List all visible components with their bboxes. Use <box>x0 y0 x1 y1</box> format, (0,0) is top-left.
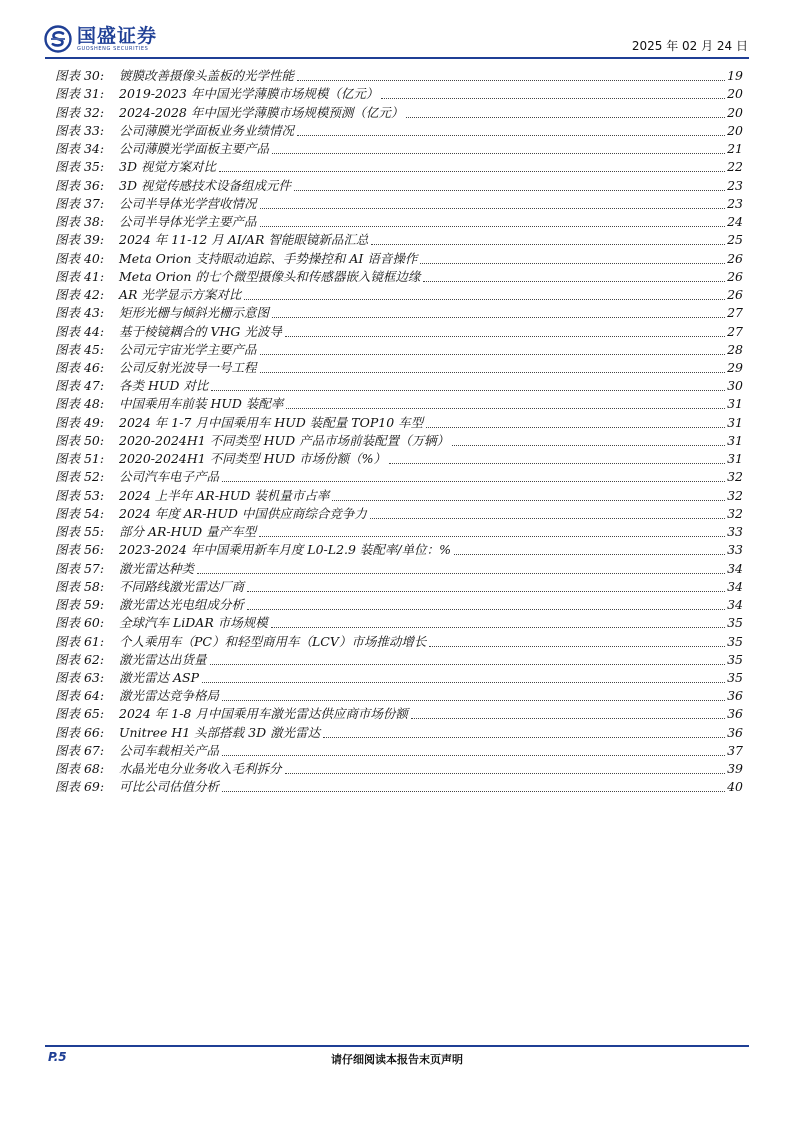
toc-entry[interactable] <box>55 377 743 395</box>
toc-entry-label: 图表 53: <box>55 487 105 503</box>
toc-entry-title: 全球汽车 LiDAR 市场规模 <box>119 615 268 631</box>
toc-dot-leader <box>244 299 725 300</box>
toc-entry-label: 图表 42: <box>55 287 105 303</box>
toc-entry-title: 2024 上半年 AR-HUD 装机量市占率 <box>119 487 330 503</box>
toc-entry-page: 23 <box>727 195 743 211</box>
toc-entry[interactable] <box>55 395 743 413</box>
toc-entry-page: 35 <box>727 615 743 631</box>
toc-dot-leader <box>202 682 725 683</box>
toc-entry-page: 28 <box>727 341 743 357</box>
toc-entry-title: 激光雷达竞争格局 <box>119 688 220 704</box>
toc-entry-page: 30 <box>727 378 743 394</box>
toc-entry-page: 27 <box>727 323 743 339</box>
toc-entry-title: 3D 视觉方案对比 <box>119 159 216 175</box>
toc-entry-page: 33 <box>727 542 743 558</box>
toc-entry-title: 镀膜改善摄像头盖板的光学性能 <box>119 68 295 84</box>
toc-dot-leader <box>297 80 725 81</box>
toc-entry-label: 图表 64: <box>55 688 105 704</box>
toc-entry-title: 2024 年度 AR-HUD 中国供应商综合竞争力 <box>119 505 367 521</box>
toc-entry-page: 20 <box>727 122 743 138</box>
toc-entry[interactable] <box>55 195 743 213</box>
toc-dot-leader <box>210 664 726 665</box>
toc-entry-title: 各类 HUD 对比 <box>119 378 209 394</box>
toc-entry-title: 激光雷达 ASP <box>119 669 199 685</box>
toc-entry[interactable] <box>55 341 743 359</box>
toc-entry-page: 31 <box>727 414 743 430</box>
toc-dot-leader <box>211 390 725 391</box>
brand-subtitle: GUOSHENG SECURITIES <box>77 45 149 52</box>
toc-entry-title: 个人乘用车（PC）和轻型商用车（LCV）市场推动增长 <box>119 633 427 649</box>
toc-entry-title: Meta Orion 的七个微型摄像头和传感器嵌入镜框边缘 <box>119 268 421 284</box>
toc-entry-title: 2023-2024 年中国乘用新车月度 L0-L2.9 装配率/单位：% <box>119 542 452 558</box>
toc-entry-title: 可比公司估值分析 <box>119 779 220 795</box>
toc-entry-page: 31 <box>727 432 743 448</box>
toc-entry-label: 图表 40: <box>55 250 105 266</box>
toc-entry-title: 不同路线激光雷达厂商 <box>119 578 245 594</box>
toc-dot-leader <box>260 372 726 373</box>
toc-entry-title: 2024 年 11-12 月 AI/AR 智能眼镜新品汇总 <box>119 232 369 248</box>
toc-dot-leader <box>423 281 725 282</box>
toc-entry[interactable] <box>55 651 743 669</box>
toc-dot-leader <box>219 171 725 172</box>
toc-entry[interactable] <box>55 268 743 286</box>
toc-dot-leader <box>426 427 725 428</box>
brand-text <box>77 26 157 53</box>
toc-entry-label: 图表 56: <box>55 542 105 558</box>
toc-entry-page: 20 <box>727 86 743 102</box>
toc-entry-label: 图表 35: <box>55 159 105 175</box>
toc-entry-label: 图表 37: <box>55 195 105 211</box>
toc-entry-label: 图表 49: <box>55 414 105 430</box>
toc-dot-leader <box>389 463 725 464</box>
toc-entry-title: 矩形光栅与倾斜光栅示意图 <box>119 305 270 321</box>
toc-dot-leader <box>323 737 725 738</box>
toc-entry[interactable] <box>55 596 743 614</box>
toc-dot-leader <box>406 117 725 118</box>
toc-dot-leader <box>286 408 725 409</box>
toc-entry-label: 图表 46: <box>55 359 105 375</box>
toc-entry-page: 39 <box>727 761 743 777</box>
toc-entry-page: 37 <box>727 742 743 758</box>
toc-entry-page: 32 <box>727 487 743 503</box>
toc-dot-leader <box>222 481 725 482</box>
header-divider <box>45 57 749 59</box>
toc-entry-page: 33 <box>727 524 743 540</box>
toc-entry-label: 图表 50: <box>55 432 105 448</box>
toc-dot-leader <box>222 755 725 756</box>
toc-entry-page: 26 <box>727 250 743 266</box>
toc-entry-label: 图表 44: <box>55 323 105 339</box>
toc-entry-page: 19 <box>727 68 743 84</box>
toc-entry-page: 32 <box>727 469 743 485</box>
brand-logo <box>44 24 157 54</box>
toc-entry-page: 27 <box>727 305 743 321</box>
toc-entry[interactable] <box>55 231 743 249</box>
toc-entry[interactable] <box>55 669 743 687</box>
toc-entry-title: 2020-2024H1 不同类型 HUD 市场份额（%） <box>119 451 386 467</box>
toc-dot-leader <box>259 536 725 537</box>
toc-entry-title: 2024 年 1-7 月中国乘用车 HUD 装配量 TOP10 车型 <box>119 414 424 430</box>
toc-entry-label: 图表 32: <box>55 104 105 120</box>
toc-dot-leader <box>411 718 725 719</box>
toc-entry-label: 图表 61: <box>55 633 105 649</box>
toc-entry-page: 34 <box>727 597 743 613</box>
toc-entry-title: 激光雷达种类 <box>119 560 195 576</box>
toc-entry-page: 36 <box>727 688 743 704</box>
toc-dot-leader <box>260 354 726 355</box>
toc-entry-label: 图表 55: <box>55 524 105 540</box>
toc-dot-leader <box>197 573 725 574</box>
toc-entry[interactable] <box>55 468 743 486</box>
toc-entry-label: 图表 39: <box>55 232 105 248</box>
toc-entry-page: 23 <box>727 177 743 193</box>
toc-entry-title: 基于棱镜耦合的 VHG 光波导 <box>119 323 282 339</box>
toc-entry-page: 25 <box>727 232 743 248</box>
report-date: 2025 年 02 月 24 日 <box>631 39 748 53</box>
toc-entry[interactable] <box>55 432 743 450</box>
toc-entry-label: 图表 38: <box>55 214 105 230</box>
toc-entry[interactable] <box>55 176 743 194</box>
toc-dot-leader <box>222 700 725 701</box>
toc-entry-label: 图表 69: <box>55 779 105 795</box>
toc-dot-leader <box>381 98 725 99</box>
toc-entry-label: 图表 52: <box>55 469 105 485</box>
toc-entry-label: 图表 34: <box>55 141 105 157</box>
toc-entry-page: 34 <box>727 578 743 594</box>
toc-entry-title: 公司薄膜光学面板业务业绩情况 <box>119 122 295 138</box>
toc-entry-label: 图表 68: <box>55 761 105 777</box>
toc-entry-title: Unitree H1 头部搭载 3D 激光雷达 <box>119 724 321 740</box>
toc-entry-page: 36 <box>727 706 743 722</box>
toc-entry[interactable] <box>55 158 743 176</box>
toc-entry-label: 图表 62: <box>55 651 105 667</box>
toc-entry-page: 40 <box>727 779 743 795</box>
toc-dot-leader <box>247 609 725 610</box>
toc-dot-leader <box>272 153 725 154</box>
toc-dot-leader <box>297 135 725 136</box>
toc-dot-leader <box>260 208 726 209</box>
toc-entry-page: 34 <box>727 560 743 576</box>
toc-entry-title: 激光雷达光电组成分析 <box>119 597 245 613</box>
toc-dot-leader <box>285 773 726 774</box>
toc-entry-title: 2024-2028 年中国光学薄膜市场规模预测（亿元） <box>119 104 404 120</box>
toc-entry-page: 36 <box>727 724 743 740</box>
toc-dot-leader <box>271 627 725 628</box>
toc-entry-label: 图表 54: <box>55 505 105 521</box>
toc-entry[interactable] <box>55 614 743 632</box>
toc-dot-leader <box>429 646 725 647</box>
toc-entry-title: 水晶光电分业务收入毛利拆分 <box>119 761 282 777</box>
toc-entry[interactable] <box>55 450 743 468</box>
toc-entry-page: 21 <box>727 141 743 157</box>
toc-entry[interactable] <box>55 760 743 778</box>
toc-entry-page: 32 <box>727 505 743 521</box>
brand-name: 国盛证券 <box>77 24 158 47</box>
toc-entry[interactable] <box>55 559 743 577</box>
toc-entry-label: 图表 60: <box>55 615 105 631</box>
toc-entry[interactable] <box>55 778 743 796</box>
toc-entry-label: 图表 36: <box>55 177 105 193</box>
toc-entry-title: 公司半导体光学营收情况 <box>119 195 257 211</box>
toc-entry-label: 图表 58: <box>55 578 105 594</box>
toc-entry-label: 图表 65: <box>55 706 105 722</box>
toc-entry-label: 图表 31: <box>55 86 105 102</box>
toc-dot-leader <box>285 336 725 337</box>
toc-entry-label: 图表 57: <box>55 560 105 576</box>
toc-entry-page: 22 <box>727 159 743 175</box>
toc-entry-page: 31 <box>727 451 743 467</box>
toc-entry[interactable] <box>55 286 743 304</box>
toc-entry-label: 图表 43: <box>55 305 105 321</box>
toc-dot-leader <box>332 500 725 501</box>
toc-entry-title: 公司汽车电子产品 <box>119 469 220 485</box>
toc-entry[interactable] <box>55 322 743 340</box>
toc-entry-label: 图表 66: <box>55 724 105 740</box>
toc-entry-label: 图表 30: <box>55 68 105 84</box>
toc-entry-page: 20 <box>727 104 743 120</box>
toc-entry[interactable] <box>55 249 743 267</box>
toc-entry[interactable] <box>55 122 743 140</box>
toc-entry[interactable] <box>55 578 743 596</box>
toc-entry-title: 激光雷达出货量 <box>119 651 207 667</box>
toc-entry[interactable] <box>55 742 743 760</box>
toc-entry-label: 图表 67: <box>55 742 105 758</box>
toc-entry[interactable] <box>55 67 743 85</box>
toc-dot-leader <box>294 190 725 191</box>
toc-entry-title: 2020-2024H1 不同类型 HUD 产品市场前装配置（万辆） <box>119 432 450 448</box>
toc-entry-title: 公司薄膜光学面板主要产品 <box>119 141 270 157</box>
toc-entry[interactable] <box>55 705 743 723</box>
page-number: P.5 <box>48 1050 67 1064</box>
guosheng-logo-icon <box>44 25 72 53</box>
toc-entry-page: 35 <box>727 633 743 649</box>
toc-dot-leader <box>260 226 726 227</box>
toc-entry-page: 35 <box>727 669 743 685</box>
footer-disclaimer: 请仔细阅读本报告末页声明 <box>331 1053 463 1066</box>
toc-entry[interactable] <box>55 140 743 158</box>
toc-entry-page: 31 <box>727 396 743 412</box>
toc-entry-title: 2019-2023 年中国光学薄膜市场规模（亿元） <box>119 86 379 102</box>
toc-entry-label: 图表 33: <box>55 122 105 138</box>
toc-entry-title: 3D 视觉传感技术设备组成元件 <box>119 177 291 193</box>
toc-entry-title: Meta Orion 支持眼动追踪、手势操控和 AI 语音操作 <box>119 250 418 266</box>
toc-dot-leader <box>222 791 725 792</box>
toc-entry[interactable] <box>55 541 743 559</box>
toc-dot-leader <box>371 244 725 245</box>
toc-entry[interactable] <box>55 103 743 121</box>
toc-entry[interactable] <box>55 523 743 541</box>
toc-entry-label: 图表 59: <box>55 597 105 613</box>
toc-entry-title: 公司半导体光学主要产品 <box>119 214 257 230</box>
toc-entry-label: 图表 41: <box>55 268 105 284</box>
toc-entry[interactable] <box>55 413 743 431</box>
toc-entry[interactable] <box>55 723 743 741</box>
toc-entry[interactable] <box>55 213 743 231</box>
toc-entry[interactable] <box>55 505 743 523</box>
toc-entry[interactable] <box>55 687 743 705</box>
toc-entry-title: 公司元宇宙光学主要产品 <box>119 341 257 357</box>
toc-entry-title: 公司反射光波导一号工程 <box>119 359 257 375</box>
toc-entry[interactable] <box>55 359 743 377</box>
footer-divider <box>45 1045 749 1047</box>
toc-dot-leader <box>452 445 725 446</box>
toc-entry-label: 图表 48: <box>55 396 105 412</box>
toc-entry-page: 35 <box>727 651 743 667</box>
toc-entry-title: AR 光学显示方案对比 <box>119 287 242 303</box>
toc-entry[interactable] <box>55 85 743 103</box>
toc-entry[interactable] <box>55 632 743 650</box>
table-of-figures <box>55 67 743 796</box>
toc-entry-title: 部分 AR-HUD 量产车型 <box>119 524 257 540</box>
toc-dot-leader <box>454 554 725 555</box>
toc-entry-title: 公司车载相关产品 <box>119 742 220 758</box>
toc-entry[interactable] <box>55 304 743 322</box>
toc-entry-title: 中国乘用车前装 HUD 装配率 <box>119 396 284 412</box>
toc-entry-page: 29 <box>727 359 743 375</box>
toc-entry[interactable] <box>55 486 743 504</box>
toc-entry-title: 2024 年 1-8 月中国乘用车激光雷达供应商市场份额 <box>119 706 408 722</box>
toc-entry-label: 图表 63: <box>55 669 105 685</box>
toc-entry-page: 26 <box>727 287 743 303</box>
toc-dot-leader <box>247 591 725 592</box>
toc-entry-label: 图表 45: <box>55 341 105 357</box>
toc-dot-leader <box>272 317 725 318</box>
toc-dot-leader <box>370 518 725 519</box>
toc-entry-page: 24 <box>727 214 743 230</box>
toc-entry-page: 26 <box>727 268 743 284</box>
toc-dot-leader <box>420 263 725 264</box>
toc-entry-label: 图表 47: <box>55 378 105 394</box>
toc-entry-label: 图表 51: <box>55 451 105 467</box>
